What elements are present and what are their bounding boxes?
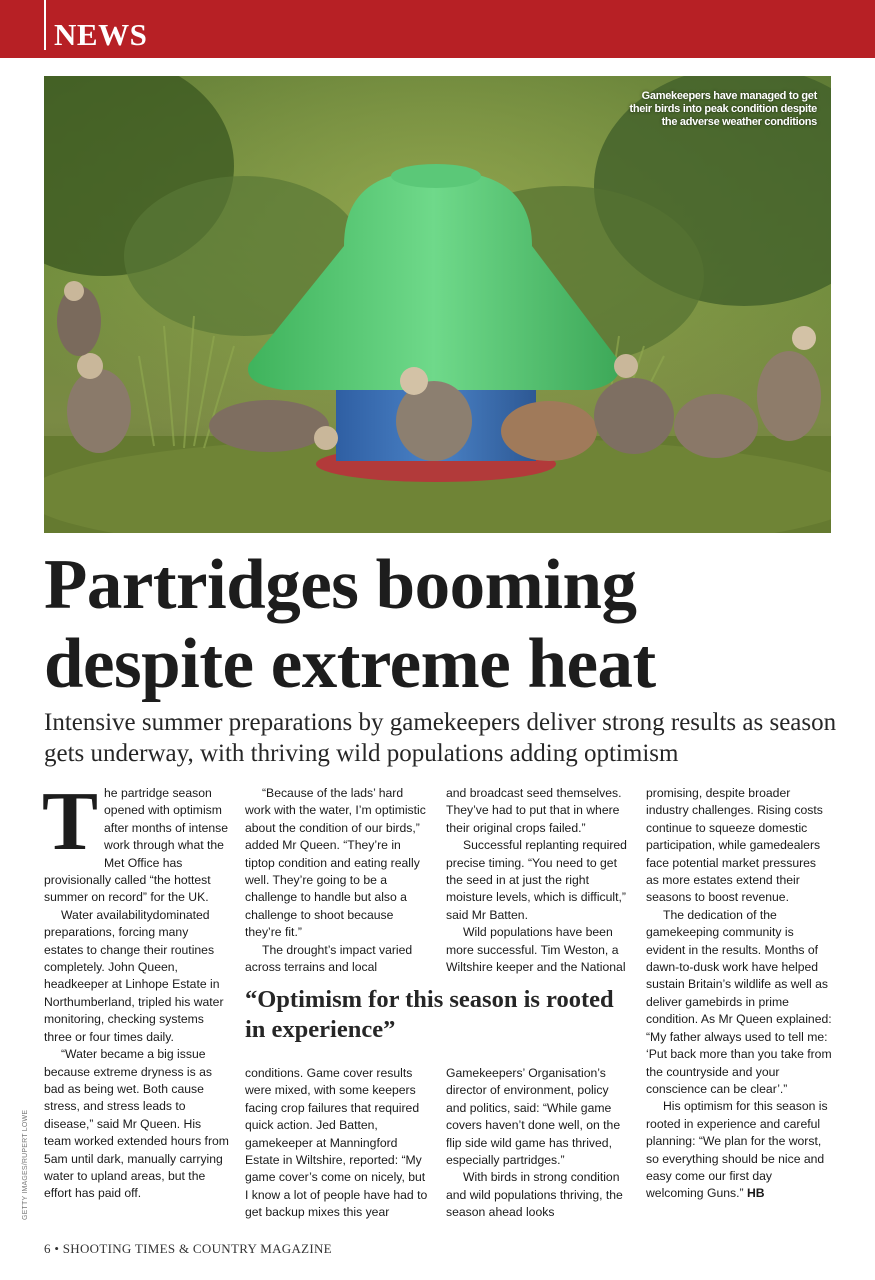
headline bbox=[44, 546, 844, 704]
article-column-4 bbox=[646, 785, 832, 1203]
paragraph: The partridge season opened with optimism after months of intense work through what the Met Office has provisionally called “the hottest summer on record” for the UK. bbox=[42, 775, 229, 905]
paragraph: promising, despite broader industry challenges. Rising costs continue to squeeze domestic participation, while gamedealers face potential market pressures as more estates extend their seasons to boost revenue. bbox=[646, 786, 823, 905]
standfirst: Intensive summer preparations by gamekeepers deliver strong results as season gets underway, with thriving wild populations adding optimism bbox=[44, 709, 837, 767]
author-initials: HB bbox=[746, 1186, 765, 1201]
paragraph: Gamekeepers’ Organisation’s director of environment, policy and politics, said: “While game covers haven’t done well, on the flip side wild game has thrived, especially partridges.” bbox=[446, 1066, 621, 1168]
paragraph: His optimism for this season is rooted in experience and careful planning: “We plan for the worst, so everything should be nice and easy come our first day welcoming Guns.” HB bbox=[646, 1099, 828, 1201]
section-divider bbox=[44, 0, 46, 50]
photo-caption: Gamekeepers have managed to get their birds into peak condition despite the adverse weather conditions bbox=[629, 90, 817, 129]
paragraph: “Water became a big issue because extreme dryness is as bad as being wet. Both cause stress, and stress leads to disease,” said Mr Queen. His team worked extended hours from 5am until dark, manually carrying water to upland areas, but the effort has paid off. bbox=[44, 1047, 229, 1201]
headline-line-2: despite extreme heat bbox=[44, 625, 656, 703]
paragraph: With birds in strong condition and wild populations thriving, the season ahead looks bbox=[446, 1170, 623, 1220]
paragraph: Wild populations have been more successful. Tim Weston, a Wiltshire keeper and the National bbox=[446, 925, 626, 975]
pull-quote: “Optimism for this season is rooted in experience” bbox=[245, 986, 614, 1043]
paragraph: conditions. Game cover results were mixed, with some keepers facing crop failures that required quick action. Jed Batten, gamekeeper at Manningford Estate in Wiltshire, reported: “My game cover’s come on nicely, but I know a lot of people have had to get backup mixes this year bbox=[245, 1066, 428, 1220]
photo-credit: GETTY IMAGES/RUPERT LOWE bbox=[22, 1109, 29, 1220]
paragraph: Water availabilitydominated preparations, forcing many estates to change their routines completely. John Queen, headkeeper at Linhope Estate in Northumberland, tripled his water monitoring, checking systems three or four times daily. bbox=[44, 907, 224, 1044]
paragraph: “Because of the lads’ hard work with the water, I’m optimistic about the condition of our birds,” added Mr Queen. “They’re in tiptop condition and eating really well. They’re going to be a challenge to handle but also a challenge to shoot because they’re fit.” bbox=[245, 786, 426, 940]
drop-cap: T bbox=[42, 775, 99, 868]
lead-photo bbox=[44, 76, 831, 533]
article-column-2-bottom bbox=[245, 1065, 431, 1222]
paragraph: Successful replanting required precise timing. “You need to get the seed in at just the right moisture levels, which is difficult,” said Mr Batten. bbox=[446, 838, 627, 922]
section-band bbox=[0, 0, 875, 58]
headline-line-1: Partridges booming bbox=[44, 546, 637, 624]
article-column-1 bbox=[42, 775, 230, 1203]
paragraph: The drought’s impact varied across terrains and local bbox=[245, 942, 413, 975]
paragraph: and broadcast seed themselves. They’ve had to put that in where their original crops failed.” bbox=[446, 786, 622, 835]
section-label: NEWS bbox=[54, 17, 148, 52]
page-folio: 6 • SHOOTING TIMES & COUNTRY MAGAZINE bbox=[44, 1241, 332, 1256]
article-column-3-bottom bbox=[446, 1065, 632, 1222]
article-column-3-top bbox=[446, 785, 632, 976]
partridges-at-feeder-photo-icon bbox=[44, 76, 831, 533]
article-column-2-top bbox=[245, 785, 431, 976]
paragraph: The dedication of the gamekeeping community is evident in the results. Months of dawn-to-dusk work have helped sustain Britain’s wildlife as well as deliver gamebirds in prime condition. As Mr Queen explained: “My father always used to tell me: ‘Put back more than you take from the countryside and your conscience can be clear’.” bbox=[646, 907, 832, 1096]
